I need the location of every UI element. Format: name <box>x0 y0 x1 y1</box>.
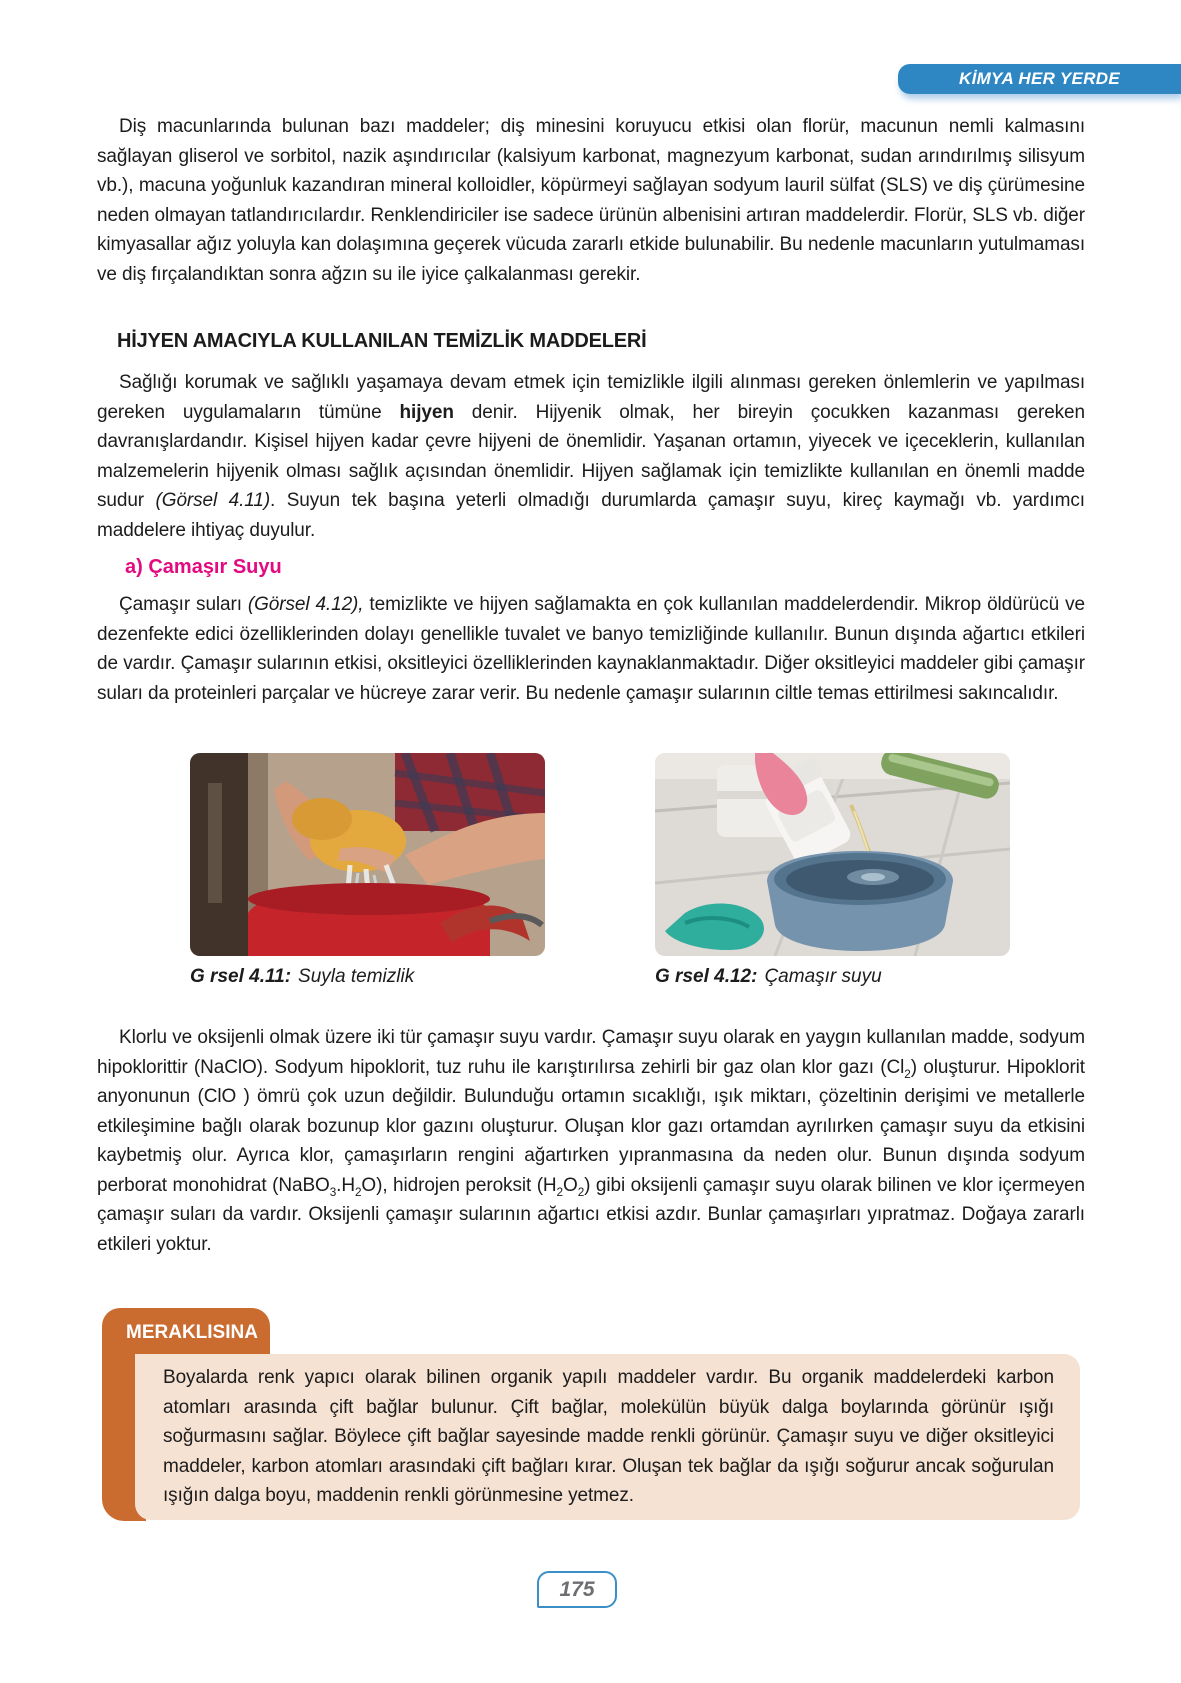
figure-photo-water-cleaning <box>190 753 545 956</box>
figure-photo-bleach-pour <box>655 753 1010 956</box>
chapter-header-label: KİMYA HER YERDE <box>959 69 1120 88</box>
figure-caption-label: G rsel 4.11: <box>190 966 292 987</box>
sponge-top <box>292 798 352 840</box>
page-number: 175 <box>559 1577 595 1601</box>
bleach-pour-illustration <box>655 753 1010 956</box>
chapter-header-badge <box>898 64 1181 94</box>
figure-caption-text: Çamaşır suyu <box>764 966 882 987</box>
figure-caption-4-12 <box>655 966 1075 988</box>
figure-caption-text: Suyla temizlik <box>298 966 415 987</box>
paragraph-bleach-intro: Çamaşır suları (Görsel 4.12), temizlikte ve hijyen sağlamakta en çok kullanılan maddelerdendir. Mikrop öldürücü ve dezenfekte edici özelliklerinden dolayı genellikle tuvalet ve banyo temizliğinde kullanılır. Bunun dışında ağartıcı etkileri de vardır. Çamaşır sularının etkisi, oksitleyici özelliklerinden kaynaklanmaktadır. Diğer oksitleyici maddeler gibi çamaşır suları da proteinleri parçalar ve hücreye zarar verir. Bu nedenle çamaşır sularının ciltle temas ettirilmesi sakıncalıdır. <box>97 594 1085 704</box>
figure-caption-4-11 <box>190 966 610 988</box>
figure-caption-label: G rsel 4.12: <box>655 966 758 987</box>
info-box-tab-label: MERAKLISINA <box>126 1322 258 1343</box>
paragraph-hygiene: Sağlığı korumak ve sağlıklı yaşamaya devam etmek için temizlikle ilgili alınması gereken önlemlerin ve yapılması gereken uygulamaların tümüne hijyen denir. Hijyenik olmak, her bireyin çocukken kazanması gereken davranışlardandır. Kişisel hijyen kadar çevre hijyeni de önemlidir. Yaşanan ortamın, yiyecek ve içeceklerin, kullanılan malzemelerin hijyenik olması sağlık açısından önemlidir. Hijyen sağlamak için temizlikte kullanılan en önemli madde sudur (Görsel 4.11). Suyun tek başına yeterli olmadığı durumlarda çamaşır suyu, kireç kaymağı vb. yardımcı maddelere ihtiyaç duyulur. <box>97 372 1085 541</box>
water-cleaning-illustration <box>190 753 545 956</box>
section-heading: HİJYEN AMACIYLA KULLANILAN TEMİZLİK MADDELERİ <box>117 330 647 352</box>
subsection-heading-bleach: a) Çamaşır Suyu <box>125 556 282 578</box>
paragraph-bleach-types: Klorlu ve oksijenli olmak üzere iki tür çamaşır suyu vardır. Çamaşır suyu olarak en yaygın kullanılan madde, sodyum hipoklorittir (NaClO). Sodyum hipoklorit, tuz ruhu ile karıştırılırsa zehirli bir gaz olan klor gazı $(Cl_2)$ oluşturur. Hipoklorit anyonunun (ClO ) ömrü çok uzun değildir. Bulunduğu ortamın sıcaklığı, ışık miktarı, çözeltinin derişimi ve metallerle etkileşimine bağlı olarak bozunup klor gazını oluşturur. Oluşan klor gazı ortamdan ayrılırken çamaşır suyu da etkisini kaybetmiş olur. Ayrıca klor, çamaşırların rengini ağartırken yıpranmasına da neden olur. Bunun dışında sodyum perborat monohidrat $(NaBO_3.H_2O)$, hidrojen peroksit $(H_2O_2)$ gibi oksijenli çamaşır suyu olarak bilinen ve klor içermeyen çamaşır suları da vardır. Oksijenli çamaşır sularının ağartıcı etkisi azdır. Bunlar çamaşırları yıpratmaz. Doğaya zararlı etkileri yoktur. <box>97 1027 1085 1255</box>
paragraph-toothpaste: Diş macunlarında bulunan bazı maddeler; diş minesini koruyucu etkisi olan florür, macunun nemli kalmasını sağlayan gliserol ve sorbitol, nazik aşındırıcılar (kalsiyum karbonat, magnezyum karbonat, sudan arındırılmış silisyum vb.), macuna yoğunluk kazandıran mineral kolloidler, köpürmeyi sağlayan sodyum lauril sülfat (SLS) ve diş çürümesine neden olmayan tatlandırıcılardır. Renklendiriciler ise sadece ürünün albenisini artıran maddelerdir. Florür, SLS vb. diğer kimyasallar ağız yoluyla kan dolaşımına geçerek vücuda zararlı etkide bulunabilir. Bu nedenle macunların yutulmaması ve diş fırçalandıktan sonra ağzın su ile iyice çalkalanması gerekir. <box>97 116 1085 285</box>
info-box-body: Boyalarda renk yapıcı olarak bilinen organik yapılı maddeler vardır. Bu organik maddelerdeki karbon atomları arasında çift bağlar bulunur. Çift bağlar, molekülün büyük dalga boylarında görünür ışığı soğurmasını sağlar. Böylece çift bağlar sayesinde madde renkli görünür. Çamaşır suyu ve diğer oksitleyici maddeler, karbon atomları arasındaki çift bağları kırar. Oluşan tek bağlar da ışığı soğurur ancak soğurulan ışığın dalga boyu, maddenin renkli görünmesine yetmez. <box>135 1354 1080 1520</box>
bucket-rim <box>248 883 490 915</box>
page-number-badge <box>537 1571 617 1608</box>
